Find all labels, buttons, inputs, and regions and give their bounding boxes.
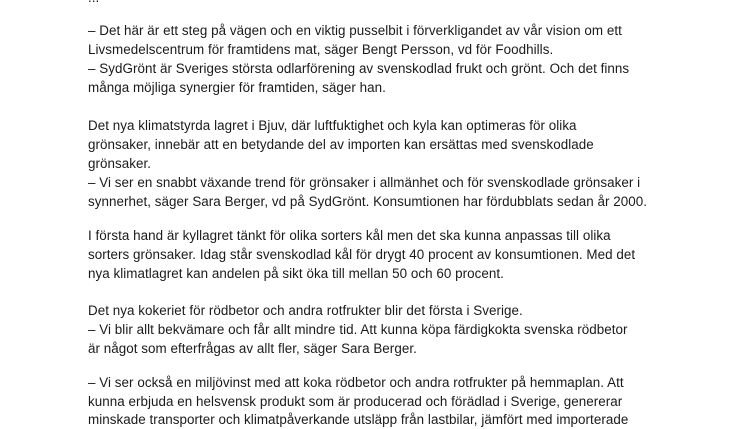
paragraph-line: är något som efterfrågas av allt fler, säger Sara Berger. <box>88 341 417 356</box>
paragraph-line: Det nya klimatstyrda lagret i Bjuv, där luftfuktighet och kyla kan optimeras för olika <box>88 118 577 133</box>
paragraph-line: sorters grönsaker. Idag står svenskodlad kål för drygt 40 procent av konsumtionen. Med det <box>88 247 636 262</box>
paragraph-line: nya klimatlagret kan andelen på sikt öka till mellan 50 och 60 procent. <box>88 266 504 281</box>
paragraph-line: – Vi ser en snabbt växande trend för grönsaker i allmänhet och för svenskodlade grönsaker i <box>88 175 641 190</box>
paragraph-line: kunna erbjuda en helsvensk produkt som är producerad och förädlad i Sverige, genererar <box>88 394 623 409</box>
paragraph-line: grönsaker, innebär att en betydande del av importen kan ersättas med svenskodlade <box>88 137 594 152</box>
paragraph-line: – Vi blir allt bekvämare och får allt mindre tid. Att kunna köpa färdigkokta svenska rödbetor <box>88 322 628 337</box>
paragraph-line: många möjliga synergier för framtiden, säger han. <box>88 80 386 95</box>
paragraph-line: – SydGrönt är Sveriges största odlarförening av svenskodlad frukt och grönt. Och det finns <box>88 61 630 76</box>
cut-off-heading-line <box>88 0 99 7</box>
paragraph-line: – Det här är ett steg på vägen och en viktig pusselbit i förverkligandet av vår vision om ett <box>88 23 622 38</box>
paragraph-line: – Vi ser också en miljövinst med att koka rödbetor och andra rotfrukter på hemmaplan. Att <box>88 375 624 390</box>
paragraph-line: Livsmedelscentrum för framtidens mat, säger Bengt Persson, vd för Foodhills. <box>88 42 554 57</box>
paragraph-line: Det nya kokeriet för rödbetor och andra rotfrukter blir det första i Sverige. <box>88 303 523 318</box>
paragraph-line: I första hand är kyllagret tänkt för olika sorters kål men det ska kunna anpassas till olika <box>88 228 611 243</box>
paragraph-line: minskade transporter och klimatpåverkande utsläpp från lastbilar, jämfört med importerade <box>88 412 629 427</box>
paragraph-line: grönsaker. <box>88 156 152 171</box>
paragraph-line: synnerhet, säger Sara Berger, vd på SydGrönt. Konsumtionen har fördubblats sedan år 2000. <box>88 194 648 209</box>
